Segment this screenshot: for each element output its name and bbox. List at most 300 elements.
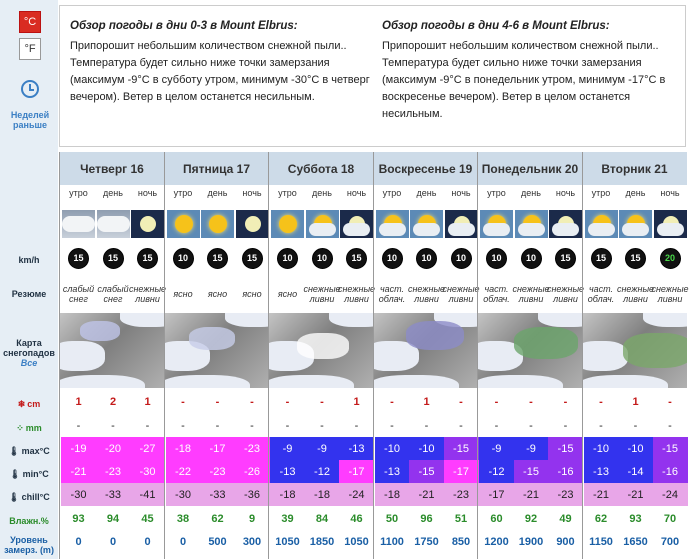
max-cell: -9	[305, 437, 340, 460]
weather-summary-text: снежные ливни	[303, 284, 341, 304]
thermometer-icon: 🌡	[8, 446, 20, 456]
weather-summary-text: снежные ливни	[546, 284, 585, 304]
snow-cell: 1	[618, 390, 653, 413]
hum-cell: 84	[305, 507, 340, 530]
freezing-level-label: Уровень замерз. (m)	[4, 535, 54, 555]
wind-cell	[200, 246, 235, 270]
rain-cell: -	[409, 414, 444, 437]
weather-cell	[235, 210, 270, 238]
level-cell: 1200	[479, 530, 514, 553]
period-label: ночь	[137, 188, 158, 198]
weather-summary-text: ясно	[207, 289, 228, 299]
rain-cell: -	[444, 414, 479, 437]
summary-text: Припорошит небольшим количеством снежной пыли.. Температура будет сильно ниже точки замерзания (максимум -9°C в понедельник утром, минимум -17°C в воскресенье вечером). Ветер в целом останется несильным.	[382, 40, 666, 120]
rain-cell: -	[96, 414, 131, 437]
snow-cell: -	[548, 390, 583, 413]
sun-cloud-icon	[410, 210, 443, 238]
period-label: утро	[591, 188, 611, 198]
rain-cell: -	[166, 414, 201, 437]
summary-label: Резюме	[11, 289, 47, 299]
snow-map-thumbnail[interactable]	[60, 313, 164, 388]
hum-cell: 39	[270, 507, 305, 530]
wind-arrow-icon: 10	[277, 248, 298, 269]
max-cell: -10	[409, 437, 444, 460]
wind-arrow-icon: 15	[68, 248, 89, 269]
wind-cell	[653, 246, 688, 270]
wind-arrow-icon: 15	[555, 248, 576, 269]
level-cell: 1050	[339, 530, 374, 553]
weather-summary-text: слабый снег	[62, 284, 95, 304]
level-cell: 1100	[375, 530, 410, 553]
level-row	[60, 530, 164, 553]
max-row	[478, 437, 582, 460]
wind-arrow-icon: 10	[521, 248, 542, 269]
wind-cell	[514, 246, 549, 270]
hum-row	[165, 507, 269, 530]
rain-row	[583, 414, 687, 437]
snow-map-thumbnail[interactable]	[583, 313, 687, 388]
period-label: утро	[382, 188, 402, 198]
min-temp-label: 🌡 min°C	[9, 469, 49, 479]
weather-cell	[96, 210, 131, 238]
snow-cell: -	[653, 390, 688, 413]
weather-summary-text: част. облач.	[378, 284, 406, 304]
snow-cell: 1	[409, 390, 444, 413]
wind-cell	[409, 246, 444, 270]
wind-cell	[584, 246, 619, 270]
wind-arrow-icon: 10	[173, 248, 194, 269]
chill-row	[60, 483, 164, 506]
hum-cell: 96	[409, 507, 444, 530]
period-label: день	[312, 188, 332, 198]
sun-cloud-icon	[619, 210, 652, 238]
min-row	[583, 460, 687, 483]
weather-cell	[200, 210, 235, 238]
wind-cell	[444, 246, 479, 270]
max-cell: -9	[270, 437, 305, 460]
min-cell: -21	[61, 460, 96, 483]
level-row	[165, 530, 269, 553]
thermometer-icon: 🌡	[9, 469, 21, 479]
hum-cell: 94	[96, 507, 131, 530]
period-label: ночь	[451, 188, 471, 198]
min-cell: -16	[548, 460, 583, 483]
weather-cell	[270, 210, 305, 238]
snow-map-label: Карта снегопадов Все	[3, 338, 55, 368]
max-cell: -10	[375, 437, 410, 460]
chill-cell: -18	[270, 483, 305, 506]
rain-cell: -	[548, 414, 583, 437]
wind-arrow-icon: 10	[451, 248, 472, 269]
day-header: Понедельник 20	[478, 152, 582, 185]
day-column	[164, 152, 268, 559]
rain-cell: -	[653, 414, 688, 437]
weather-cell	[479, 210, 514, 238]
weather-summary-box	[59, 5, 686, 147]
day-column	[582, 152, 689, 559]
weather-summary-text: снежные ливни	[407, 284, 446, 304]
min-cell: -17	[444, 460, 479, 483]
max-cell: -23	[235, 437, 270, 460]
max-cell: -10	[618, 437, 653, 460]
wind-arrow-icon: 20	[660, 248, 681, 269]
wind-cell	[339, 246, 374, 270]
thermometer-icon: 🌡	[8, 492, 20, 502]
rain-drops-icon: ⁘	[16, 423, 24, 433]
level-row	[583, 530, 687, 553]
left-column	[0, 0, 58, 559]
hum-row	[269, 507, 373, 530]
rain-label: ⁘ mm	[16, 423, 42, 433]
chill-cell: -33	[200, 483, 235, 506]
period-label: ночь	[660, 188, 680, 198]
weather-summary-text: снежные ливни	[512, 284, 550, 304]
weather-cell	[375, 210, 410, 238]
chill-cell: -21	[409, 483, 444, 506]
chill-cell: -23	[444, 483, 479, 506]
max-cell: -9	[479, 437, 514, 460]
level-cell: 1150	[584, 530, 619, 553]
min-cell: -17	[339, 460, 374, 483]
snow-cell: 1	[61, 390, 96, 413]
period-label: день	[625, 188, 646, 198]
hum-cell: 51	[444, 507, 479, 530]
snow-map-thumbnail[interactable]	[478, 313, 582, 388]
snow-cell: -	[375, 390, 410, 413]
min-cell: -23	[200, 460, 235, 483]
max-row	[269, 437, 373, 460]
chill-row	[583, 483, 687, 506]
snow-cell: -	[479, 390, 514, 413]
chill-cell: -21	[514, 483, 549, 506]
chill-cell: -21	[618, 483, 653, 506]
snow-cell: -	[305, 390, 340, 413]
snow-cloud-icon	[97, 210, 130, 238]
previous-week-link[interactable]: Неделей раньше	[10, 110, 50, 130]
level-row	[478, 530, 582, 553]
wind-cell	[61, 246, 96, 270]
max-cell: -18	[166, 437, 201, 460]
min-cell: -12	[479, 460, 514, 483]
period-label: утро	[487, 188, 506, 198]
snow-row	[374, 390, 478, 413]
rain-row	[269, 414, 373, 437]
snow-cloud-icon	[62, 210, 95, 238]
sun-cloud-icon	[376, 210, 409, 238]
level-row	[269, 530, 373, 553]
weather-summary-text: ясно	[277, 289, 298, 299]
chill-cell: -30	[61, 483, 96, 506]
weather-cell	[339, 210, 374, 238]
chill-cell: -18	[375, 483, 410, 506]
day-header: Пятница 17	[165, 152, 269, 185]
weather-summary-text: снежные ливни	[337, 284, 376, 304]
max-cell: -15	[548, 437, 583, 460]
rain-cell: -	[270, 414, 305, 437]
snow-cell: -	[166, 390, 201, 413]
period-label: ночь	[242, 188, 262, 198]
sun-icon	[271, 210, 304, 238]
moon-icon	[236, 210, 269, 238]
wind-arrow-icon: 15	[207, 248, 228, 269]
min-cell: -23	[96, 460, 131, 483]
snow-cell: -	[235, 390, 270, 413]
chill-cell: -21	[584, 483, 619, 506]
hum-cell: 38	[166, 507, 201, 530]
snow-cell: -	[444, 390, 479, 413]
level-row	[374, 530, 478, 553]
wind-cell	[130, 246, 165, 270]
rain-row	[374, 414, 478, 437]
max-cell: -13	[339, 437, 374, 460]
wind-cell	[270, 246, 305, 270]
snow-icon: ❄	[17, 399, 26, 409]
sun-cloud-icon	[515, 210, 548, 238]
wind-cell	[548, 246, 583, 270]
min-row	[60, 460, 164, 483]
level-cell: 1900	[514, 530, 549, 553]
weather-summary-text: част. облач.	[483, 284, 510, 304]
chill-row	[165, 483, 269, 506]
chill-cell: -24	[653, 483, 688, 506]
day-header: Суббота 18	[269, 152, 373, 185]
rain-row	[478, 414, 582, 437]
summary-text: Припорошит небольшим количеством снежной пыли.. Температура будет сильно ниже точки замерзания (максимум -9°C в субботу утром, минимум -30°C в четверг вечером). Ветер в целом останется несильным.	[70, 40, 370, 103]
sun-cloud-icon	[585, 210, 618, 238]
rain-cell: -	[618, 414, 653, 437]
humidity-label: Влажн.%	[9, 516, 49, 526]
period-label: день	[103, 188, 123, 198]
level-cell: 0	[166, 530, 201, 553]
max-cell: -20	[96, 437, 131, 460]
snow-map-all-link[interactable]: Все	[20, 358, 38, 368]
rain-cell: -	[61, 414, 96, 437]
min-cell: -14	[618, 460, 653, 483]
fahrenheit-button[interactable]: °F	[19, 38, 41, 60]
snow-cell: 2	[96, 390, 131, 413]
period-label: утро	[173, 188, 193, 198]
chill-cell: -41	[130, 483, 165, 506]
sun-cloud-icon	[480, 210, 513, 238]
min-cell: -22	[166, 460, 201, 483]
level-cell: 0	[130, 530, 165, 553]
day-header: Воскресенье 19	[374, 152, 478, 185]
weather-summary-text: снежные ливни	[616, 284, 655, 304]
min-cell: -15	[514, 460, 549, 483]
hum-cell: 60	[479, 507, 514, 530]
rain-cell: -	[130, 414, 165, 437]
snow-row	[60, 390, 164, 413]
period-label: утро	[278, 188, 297, 198]
period-label: ночь	[555, 188, 576, 198]
hum-cell: 70	[653, 507, 688, 530]
day-column	[59, 152, 167, 559]
weather-cell	[444, 210, 479, 238]
weather-summary-text: ясно	[173, 289, 193, 299]
snow-label: ❄ cm	[17, 399, 41, 409]
wind-arrow-icon: 10	[416, 248, 437, 269]
period-label: ночь	[346, 188, 367, 198]
moon-cloud-icon	[340, 210, 373, 238]
wind-cell	[305, 246, 340, 270]
moon-icon	[131, 210, 164, 238]
chill-row	[478, 483, 582, 506]
min-cell: -30	[130, 460, 165, 483]
weather-summary-text: ясно	[242, 289, 262, 299]
weather-cell	[514, 210, 549, 238]
weather-cell	[130, 210, 165, 238]
snow-map-thumbnail[interactable]	[269, 313, 373, 388]
rain-cell: -	[305, 414, 340, 437]
snow-cell: -	[514, 390, 549, 413]
weather-summary-text: част. облач.	[587, 284, 615, 304]
wind-arrow-icon: 10	[312, 248, 333, 269]
chill-label: 🌡 chill°C	[8, 492, 50, 502]
min-row	[269, 460, 373, 483]
min-row	[165, 460, 269, 483]
snow-map-thumbnail[interactable]	[374, 313, 478, 388]
rain-cell: -	[514, 414, 549, 437]
sun-icon	[167, 210, 200, 238]
snow-cell: -	[584, 390, 619, 413]
rain-cell: -	[375, 414, 410, 437]
wind-cell	[166, 246, 201, 270]
hum-cell: 93	[618, 507, 653, 530]
min-row	[374, 460, 478, 483]
snow-map-thumbnail[interactable]	[165, 313, 269, 388]
level-cell: 0	[96, 530, 131, 553]
max-row	[60, 437, 164, 460]
max-cell: -15	[444, 437, 479, 460]
level-cell: 1850	[305, 530, 340, 553]
period-label: день	[521, 188, 541, 198]
rain-cell: -	[339, 414, 374, 437]
weather-cell	[305, 210, 340, 238]
min-cell: -15	[409, 460, 444, 483]
wind-arrow-icon: 15	[137, 248, 158, 269]
chill-cell: -23	[548, 483, 583, 506]
max-cell: -27	[130, 437, 165, 460]
hum-cell: 46	[339, 507, 374, 530]
weather-cell	[61, 210, 96, 238]
weather-summary-text: снежные ливни	[128, 284, 167, 304]
hum-row	[583, 507, 687, 530]
weather-cell	[548, 210, 583, 238]
day-column	[477, 152, 585, 559]
weather-cell	[584, 210, 619, 238]
moon-cloud-icon	[445, 210, 478, 238]
max-row	[165, 437, 269, 460]
min-cell: -13	[584, 460, 619, 483]
day-column	[373, 152, 480, 559]
snow-cell: 1	[339, 390, 374, 413]
chill-cell: -17	[479, 483, 514, 506]
clock-icon[interactable]	[21, 80, 39, 98]
weather-summary-text: снежные ливни	[651, 284, 689, 304]
snow-cell: 1	[130, 390, 165, 413]
level-cell: 1750	[409, 530, 444, 553]
hum-row	[478, 507, 582, 530]
max-cell: -19	[61, 437, 96, 460]
weather-summary-text: снежные ливни	[442, 284, 480, 304]
rain-row	[60, 414, 164, 437]
chill-row	[269, 483, 373, 506]
summary-days-4-6	[382, 18, 682, 123]
weather-cell	[618, 210, 653, 238]
level-cell: 1050	[270, 530, 305, 553]
wind-arrow-icon: 15	[346, 248, 367, 269]
moon-cloud-icon	[549, 210, 582, 238]
rain-cell: -	[584, 414, 619, 437]
chill-cell: -33	[96, 483, 131, 506]
level-cell: 500	[200, 530, 235, 553]
level-cell: 700	[653, 530, 688, 553]
summary-days-0-3	[70, 18, 370, 106]
max-cell: -17	[200, 437, 235, 460]
hum-row	[60, 507, 164, 530]
wind-arrow-icon: 15	[103, 248, 124, 269]
chill-cell: -36	[235, 483, 270, 506]
wind-arrow-icon: 15	[591, 248, 612, 269]
hum-cell: 9	[235, 507, 270, 530]
level-cell: 900	[548, 530, 583, 553]
weather-cell	[166, 210, 201, 238]
level-cell: 300	[235, 530, 270, 553]
weather-cell	[409, 210, 444, 238]
min-cell: -12	[305, 460, 340, 483]
level-cell: 0	[61, 530, 96, 553]
max-row	[583, 437, 687, 460]
day-header: Четверг 16	[60, 152, 164, 185]
day-header: Вторник 21	[583, 152, 687, 185]
wind-arrow-icon: 10	[486, 248, 507, 269]
wind-cell	[618, 246, 653, 270]
hum-cell: 62	[200, 507, 235, 530]
max-cell: -9	[514, 437, 549, 460]
rain-row	[165, 414, 269, 437]
hum-cell: 50	[375, 507, 410, 530]
summary-title: Обзор погоды в дни 0-3 в Mount Elbrus:	[70, 20, 298, 32]
celsius-button[interactable]: °C	[19, 11, 41, 33]
wind-arrow-icon: 15	[625, 248, 646, 269]
period-label: день	[416, 188, 437, 198]
max-cell: -10	[584, 437, 619, 460]
min-cell: -13	[375, 460, 410, 483]
chill-cell: -30	[166, 483, 201, 506]
chill-cell: -24	[339, 483, 374, 506]
period-label: утро	[69, 188, 88, 198]
hum-cell: 92	[514, 507, 549, 530]
day-column	[268, 152, 376, 559]
sun-cloud-icon	[306, 210, 339, 238]
wind-arrow-icon: 10	[382, 248, 403, 269]
wind-cell	[235, 246, 270, 270]
weather-cell	[653, 210, 688, 238]
max-cell: -15	[653, 437, 688, 460]
wind-cell	[375, 246, 410, 270]
snow-row	[269, 390, 373, 413]
hum-cell: 62	[584, 507, 619, 530]
level-cell: 1650	[618, 530, 653, 553]
wind-arrow-icon: 15	[242, 248, 263, 269]
chill-row	[374, 483, 478, 506]
summary-title: Обзор погоды в дни 4-6 в Mount Elbrus:	[382, 20, 610, 32]
moon-cloud-icon	[654, 210, 687, 238]
hum-cell: 93	[61, 507, 96, 530]
hum-cell: 45	[130, 507, 165, 530]
weather-summary-text: слабый снег	[97, 284, 129, 304]
min-cell: -13	[270, 460, 305, 483]
